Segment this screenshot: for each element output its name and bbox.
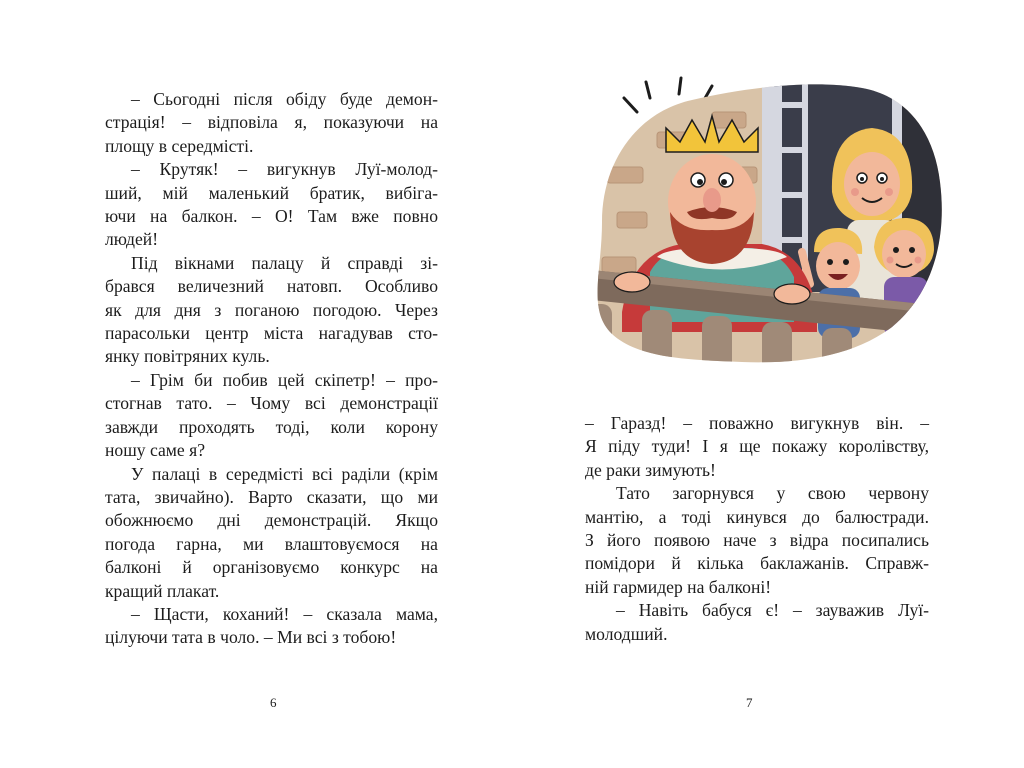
- text-line: – Грім би побив цей скіпетр! – про-: [131, 369, 438, 390]
- text-line: – Щасти, коханий! – сказала мама,: [131, 603, 438, 624]
- text-line: де раки зимують!: [585, 459, 716, 480]
- text-line: Під вікнами палацу й справді зі-: [131, 252, 438, 273]
- text-line: З його появою наче з відра посипались: [585, 530, 929, 551]
- text-line: янку повітряних куль.: [105, 346, 270, 367]
- text-line: цілуючи тата в чоло. – Ми всі з тобою!: [105, 627, 397, 648]
- text-line: ючи на балкон. – О! Там вже повно: [105, 206, 438, 227]
- page-number-right: 7: [746, 695, 753, 710]
- text-line: погода гарна, ми влаштовуємося на: [105, 533, 438, 554]
- text-line: площу в середмісті.: [105, 135, 254, 156]
- text-line: людей!: [105, 229, 159, 250]
- text-line: стогнав тато. – Чому всі демонстрації: [105, 393, 438, 414]
- left-page-text: [105, 88, 438, 650]
- text-line: ношу саме я?: [105, 440, 206, 461]
- text-line: молодший.: [585, 623, 668, 644]
- text-line: помідори й кілька баклажанів. Справж-: [585, 553, 929, 574]
- text-line: У палаці в середмісті всі раділи (крім: [131, 463, 438, 484]
- text-line: Я піду туди! І я ще покажу королівству,: [585, 436, 929, 457]
- text-line: – Гаразд! – поважно вигукнув він. –: [585, 413, 929, 433]
- text-line: страція! – відповіла я, показуючи на: [105, 112, 438, 133]
- text-line: мантію, а тоді кинувся до балюстради.: [585, 506, 929, 527]
- text-line: кращий плакат.: [105, 580, 220, 601]
- text-line: – Крутяк! – вигукнув Луї-молод-: [131, 159, 438, 180]
- right-page-text: [585, 412, 929, 646]
- text-line: обожнюємо дні демонстрацій. Якщо: [105, 510, 438, 531]
- balcony-illustration: [562, 72, 952, 372]
- text-line: ший, мій маленький братик, вибіга-: [105, 182, 438, 203]
- text-line: балконі й організовуємо конкурс на: [105, 557, 438, 578]
- text-line: як для дня з поганою погодою. Через: [105, 299, 438, 320]
- text-line: – Сьогодні після обіду буде демон-: [131, 89, 438, 109]
- text-line: тата, звичайно). Варто сказати, що ми: [105, 486, 438, 507]
- right-page: [512, 0, 1024, 768]
- text-line: – Навіть бабуся є! – зауважив Луї-: [616, 600, 929, 621]
- page-number-left: 6: [270, 695, 277, 710]
- text-line: завжди проходять тоді, коли корону: [105, 416, 438, 437]
- text-line: брався величезний натовп. Особливо: [105, 276, 438, 297]
- text-line: парасольки центр міста нагадував сто-: [105, 323, 438, 344]
- text-line: ній гармидер на балконі!: [585, 576, 772, 597]
- text-line: Тато загорнувся у свою червону: [616, 483, 929, 504]
